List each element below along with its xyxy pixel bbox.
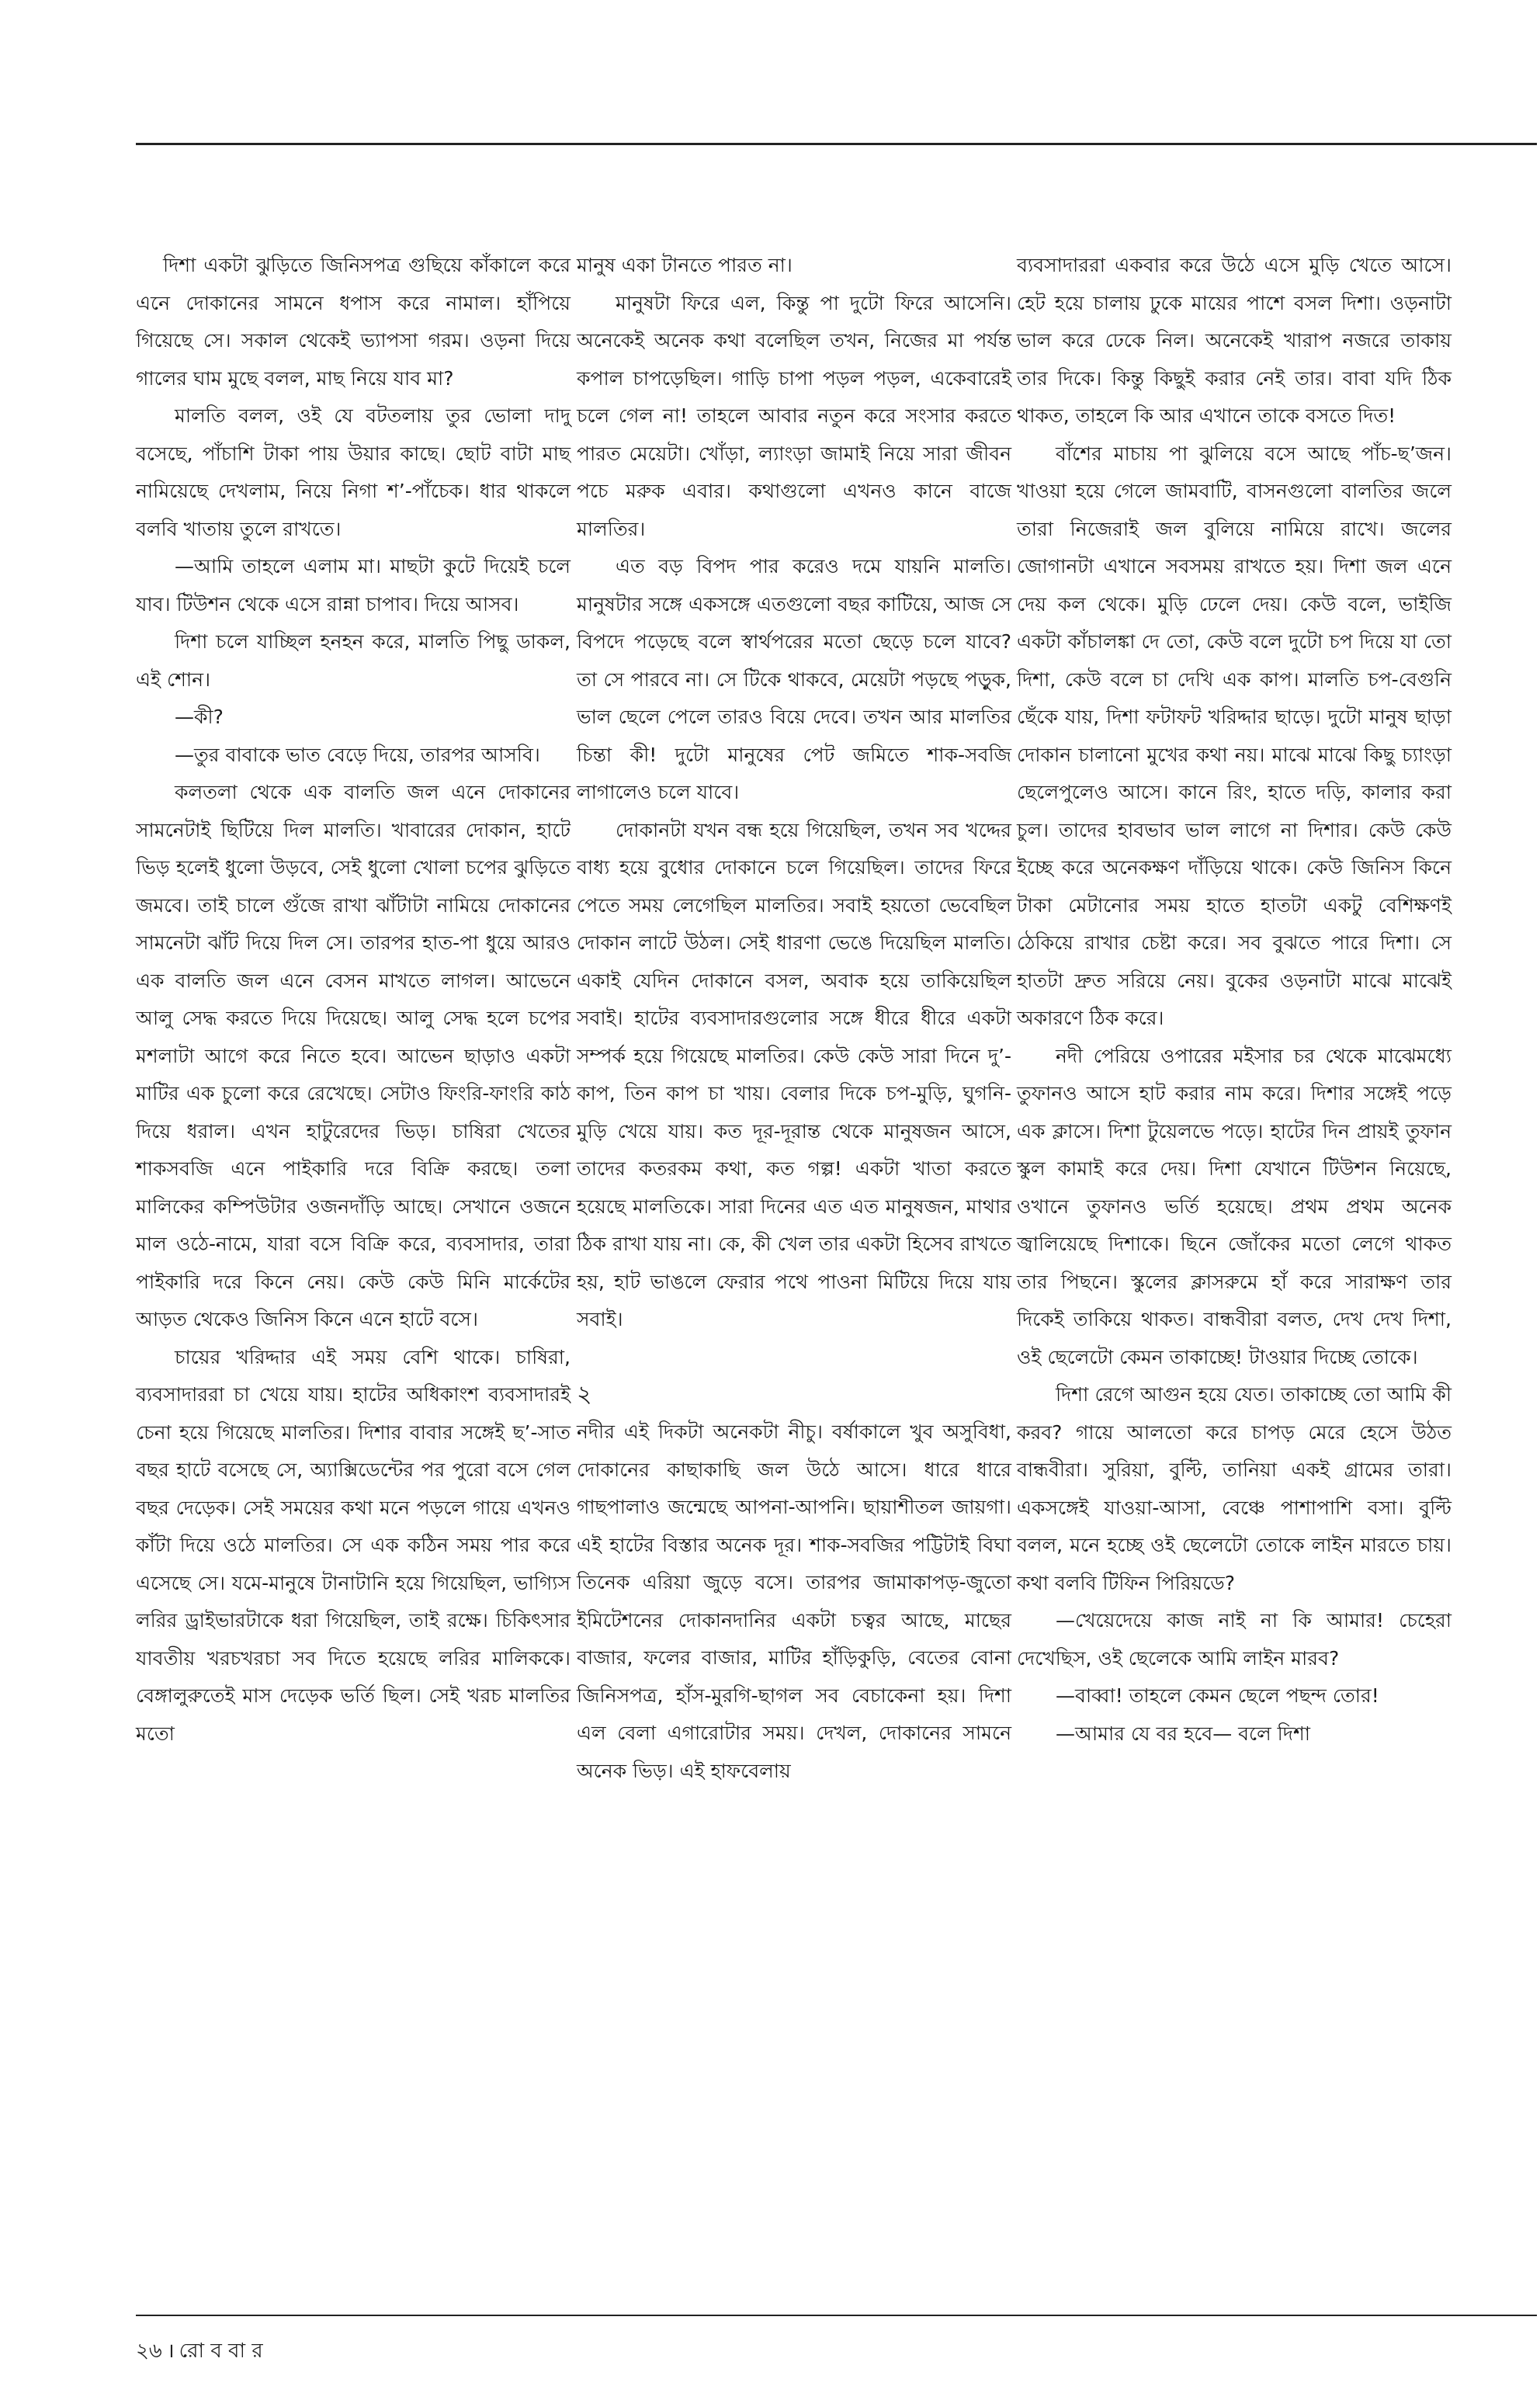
paragraph: দোকানটা যখন বন্ধ হয়ে গিয়েছিল, তখন সব খদ্দের বাধ্য হয়ে বুধোর দোকানে চলে গিয়েছিল। তাদের ফিরে পেতে সময় লেগেছিল মালতির। সবাই হয়তো ভেবেছিল দোকান লাটে উঠল। সেই ধারণা ভেঙে দিয়েছিল মালতি। একাই যেদিন দোকানে বসল, অবাক হয়ে তাকিয়েছিল সবাই। হাটের ব্যবসাদারগুলোর সঙ্গে ধীরে ধীরে একটা সম্পর্ক হয়ে গিয়েছে মালতির। কেউ কেউ সারা দিনে দু’-কাপ, তিন কাপ চা খায়। বেলার দিকে চপ-মুড়ি, ঘুগনি-মুড়ি খেয়ে যায়। কত দূর-দূরান্ত থেকে মানুষজন আসে, তাদের কতরকম কথা, কত গল্প! একটা খাতা করতে হয়েছে মালতিকে। সারা দিনের এত এত মানুষজন, মাথার ঠিক রাখা যায় না। কে, কী খেল তার একটা হিসেব রাখতে হয়, হাট ভাঙলে ফেরার পথে পাওনা মিটিয়ে দিয়ে যায় সবাই। [577,818,1011,1330]
paragraph: কলতলা থেকে এক বালতি জল এনে দোকানের সামনেটাই ছিটিয়ে দিল মালতি। খাবারের দোকান, হাটে ভিড় হলেই ধুলো উড়বে, সেই ধুলো খোলা চপের ঝুড়িতে জমবে। তাই চালে গুঁজে রাখা ঝাঁটাটা নামিয়ে দোকানের সামনেটা ঝাঁট দিয়ে দিল সে। তারপর হাত-পা ধুয়ে আরও এক বালতি জল এনে বেসন মাখতে লাগল। আভেনে আলু সেদ্ধ করতে দিয়ে দিয়েছে। আলু সেদ্ধ হলে চপের মশলাটা আগে করে নিতে হবে। আভেন ছাড়াও একটা মাটির এক চুলো করে রেখেছে। সেটাও ফিংরি-ফাংরি কাঠ দিয়ে ধরাল। এখন হাটুরেদের ভিড়। চাষিরা খেতের শাকসবজি এনে পাইকারি দরে বিক্রি করছে। তলা মালিকের কম্পিউটার ওজনদাঁড়ি আছে। সেখানে ওজনে মাল ওঠে-নামে, যারা বসে বিক্রি করে, ব্যবসাদার, তারা পাইকারি দরে কিনে নেয়। কেউ কেউ মিনি মার্কেটের আড়ত থেকেও জিনিস কিনে এনে হাটে বসে। [136,781,571,1330]
paragraph: চায়ের খরিদ্দার এই সময় বেশি থাকে। চাষিরা, ব্যবসাদাররা চা খেয়ে যায়। হাটের অধিকাংশ ব্যবসাদারই চেনা হয়ে গিয়েছে মালতির। দিশার বাবার সঙ্গেই ছ’-সাত বছর হাটে বসেছে সে, অ্যাক্সিডেন্টের পর পুরো বসে গেল বছর দেড়েক। সেই সময়ের কথা মনে পড়লে গায়ে এখনও কাঁটা দিয়ে ওঠে মালতির। সে এক কঠিন সময় পার করে এসেছে সে। যমে-মানুষে টানাটানি হয়ে গিয়েছিল, ভাগ্যিস লরির ড্রাইভারটাকে ধরা গিয়েছিল, তাই রক্ষে। চিকিৎসার যাবতীয় খরচখরচা সব দিতে হয়েছে লরির মালিককে। বেঙ্গালুরুতেই মাস দেড়েক ভর্তি ছিল। সেই খরচ মালতির মতো [136,1345,571,1745]
paragraph: নদীর এই দিকটা অনেকটা নীচু। বর্ষাকালে খুব অসুবিধা, দোকানের কাছাকাছি জল উঠে আসে। ধারে ধারে গাছপালাও জন্মেছে আপনা-আপনি। ছায়াশীতল জায়গা। এই হাটের বিস্তার অনেক দূর। শাক-সবজির পট্টিটাই বিঘা তিনেক এরিয়া জুড়ে বসে। তারপর জামাকাপড়-জুতো ইমিটেশনের দোকানদানির একটা চত্বর আছে, মাছের বাজার, ফলের বাজার, মাটির হাঁড়িকুড়ি, বেতের বোনা জিনিসপত্র, হাঁস-মুরগি-ছাগল সব বেচাকেনা হয়। দিশা এল বেলা এগারোটার সময়। দেখল, দোকানের সামনে অনেক ভিড়। এই হাফবেলায় [577,1420,1011,1782]
paragraph: —আমি তাহলে এলাম মা। মাছটা কুটে দিয়েই চলে যাব। টিউশন থেকে এসে রান্না চাপাব। দিয়ে আসব। [136,555,571,616]
paragraph: দিশা একটা ঝুড়িতে জিনিসপত্র গুছিয়ে কাঁকালে করে এনে দোকানের সামনে ধপাস করে নামাল। হাঁপিয়ে গিয়েছে সে। সকাল থেকেই ভ্যাপসা গরম। ওড়না দিয়ে গালের ঘাম মুছে বলল, মাছ নিয়ে যাব মা? [136,254,571,390]
page-footer [136,2335,263,2369]
column-2 [577,247,1011,1790]
paragraph: —কী? [175,706,224,728]
paragraph: এত বড় বিপদ পার করেও দমে যায়নি মালতি। মানুষটার সঙ্গে একসঙ্গে এতগুলো বছর কাটিয়ে, আজ সে বিপদে পড়েছে বলে স্বার্থপরের মতো ছেড়ে চলে যাবে? তা সে পারবে না। সে টিকে থাকবে, মেয়েটা পড়ছে পড়ুক, ভাল ছেলে পেলে তারও বিয়ে দেবে। তখন আর মালতির চিন্তা কী! দুটো মানুষের পেট জমিতে শাক-সবজি লাগালেও চলে যাবে। [577,555,1011,803]
paragraph: মালতি বলল, ওই যে বটতলায় তুর ভোলা দাদু বসেছে, পাঁচাশি টাকা পায় উয়ার কাছে। ছোট বাটা মাছ নামিয়েছে দেখলাম, নিয়ে নিগা শ’-পাঁচেক। ধার থাকলে বলবি খাতায় তুলে রাখতে। [136,404,571,540]
paragraph: —বাব্বা! তাহলে কেমন ছেলে পছন্দ তোর! [1056,1684,1379,1707]
paragraph: —খেয়েদেয়ে কাজ নাই না কি আমার! চেহেরা দেখেছিস, ওই ছেলেকে আমি লাইন মারব? [1017,1609,1452,1670]
top-rule [136,143,1537,145]
paragraph: মানুষ একা টানতে পারত না। [577,254,793,276]
footer-separator: । [166,2339,175,2363]
bottom-rule [136,2315,1537,2316]
paragraph: বাঁশের মাচায় পা ঝুলিয়ে বসে আছে পাঁচ-ছ’জন। খাওয়া হয়ে গেলে জামবাটি, বাসনগুলো বালতির জলে তারা নিজেরাই জল বুলিয়ে নামিয়ে রাখে। জলের জোগানটা এখানে সবসময় রাখতে হয়। দিশা জল এনে দেয় কল থেকে। মুড়ি ঢেলে দেয়। কেউ বলে, ভাইজি একটা কাঁচালঙ্কা দে তো, কেউ বলে দুটো চপ দিয়ে যা তো দিশা, কেউ বলে চা দেখি এক কাপ। মালতি চপ-বেগুনি ছেঁকে যায়, দিশা ফটাফট খরিদ্দার ছাড়ে। দুটো মানুষ ছাড়া দোকান চালানো মুখের কথা নয়। মাঝে মাঝে কিছু চ্যাংড়া ছেলেপুলেও আসে। কানে রিং, হাতে দড়ি, কালার করা চুল। তাদের হাবভাব ভাল লাগে না দিশার। কেউ কেউ ইচ্ছে করে অনেকক্ষণ দাঁড়িয়ে থাকে। কেউ জিনিস কিনে টাকা মেটানোর সময় হাতে হাতটা একটু বেশিক্ষণই ঠেকিয়ে রাখার চেষ্টা করে। সব বুঝতে পারে দিশা। সে হাতটা দ্রুত সরিয়ে নেয়। বুকের ওড়নাটা মাঝে মাঝেই অকারণে ঠিক করে। [1017,442,1452,1029]
paragraph: নদী পেরিয়ে ওপারের মইসার চর থেকে মাঝেমধ্যে তুফানও আসে হাট করার নাম করে। দিশার সঙ্গেই পড়ে এক ক্লাসে। দিশা টুয়েলভে পড়ে। হাটের দিন প্রায়ই তুফান স্কুল কামাই করে দেয়। দিশা যেখানে টিউশন নিয়েছে, ওখানে তুফানও ভর্তি হয়েছে। প্রথম প্রথম অনেক জ্বালিয়েছে দিশাকে। ছিনে জোঁকের মতো লেগে থাকত তার পিছনে। স্কুলের ক্লাসরুমে হাঁ করে সারাক্ষণ তার দিকেই তাকিয়ে থাকত। বান্ধবীরা বলত, দেখ দেখ দিশা, ওই ছেলেটো কেমন তাকাচ্ছে! টাওয়ার দিচ্ছে তোকে। [1017,1044,1452,1368]
paragraph: মানুষটা ফিরে এল, কিন্তু পা দুটো ফিরে আসেনি। অনেকেই অনেক কথা বলেছিল তখন, নিজের মা পর্যন্ত কপাল চাপড়েছিল। গাড়ি চাপা পড়ল পড়ল, একেবারেই চলে গেল না! তাহলে আবার নতুন করে সংসার করতে পারত মেয়েটা। খোঁড়া, ল্যাংড়া জামাই নিয়ে সারা জীবন পচে মরুক এবার। কথাগুলো এখনও কানে বাজে মালতির। [577,291,1011,540]
paragraph: ব্যবসাদাররা একবার করে উঠে এসে মুড়ি খেতে আসে। হেট হয়ে চালায় ঢুকে মায়ের পাশে বসল দিশা। ওড়নাটা ভাল করে ঢেকে নিল। অনেকেই খারাপ নজরে তাকায় তার দিকে। কিন্তু কিছুই করার নেই তার। বাবা যদি ঠিক থাকত, তাহলে কি আর এখানে তাকে বসতে দিত! [1017,254,1452,427]
paragraph: —আমার যে বর হবে— বলে দিশা [1056,1722,1310,1745]
column-1 [136,247,571,1753]
section-number: ২ [577,1380,592,1408]
paragraph: দিশা রেগে আগুন হয়ে যেত। তাকাচ্ছে তো আমি কী করব? গায়ে আলতো করে চাপড় মেরে হেসে উঠত বান্ধবীরা। সুরিয়া, বুল্টি, তানিয়া একই গ্রামের তারা। একসঙ্গেই যাওয়া-আসা, বেঞ্চে পাশাপাশি বসা। বুল্টি বলল, মনে হচ্ছে ওই ছেলেটো তোকে লাইন মারতে চায়। কথা বলবি টিফিন পিরিয়ডে? [1017,1383,1452,1594]
magazine-name: রো ব বা র [179,2339,263,2363]
paragraph: দিশা চলে যাচ্ছিল হনহন করে, মালতি পিছু ডাকল, এই শোন। [136,630,571,691]
page-number: ২৬ [136,2339,162,2363]
column-3 [1017,247,1452,1753]
paragraph: —তুর বাবাকে ভাত বেড়ে দিয়ে, তারপর আসবি। [175,743,540,766]
